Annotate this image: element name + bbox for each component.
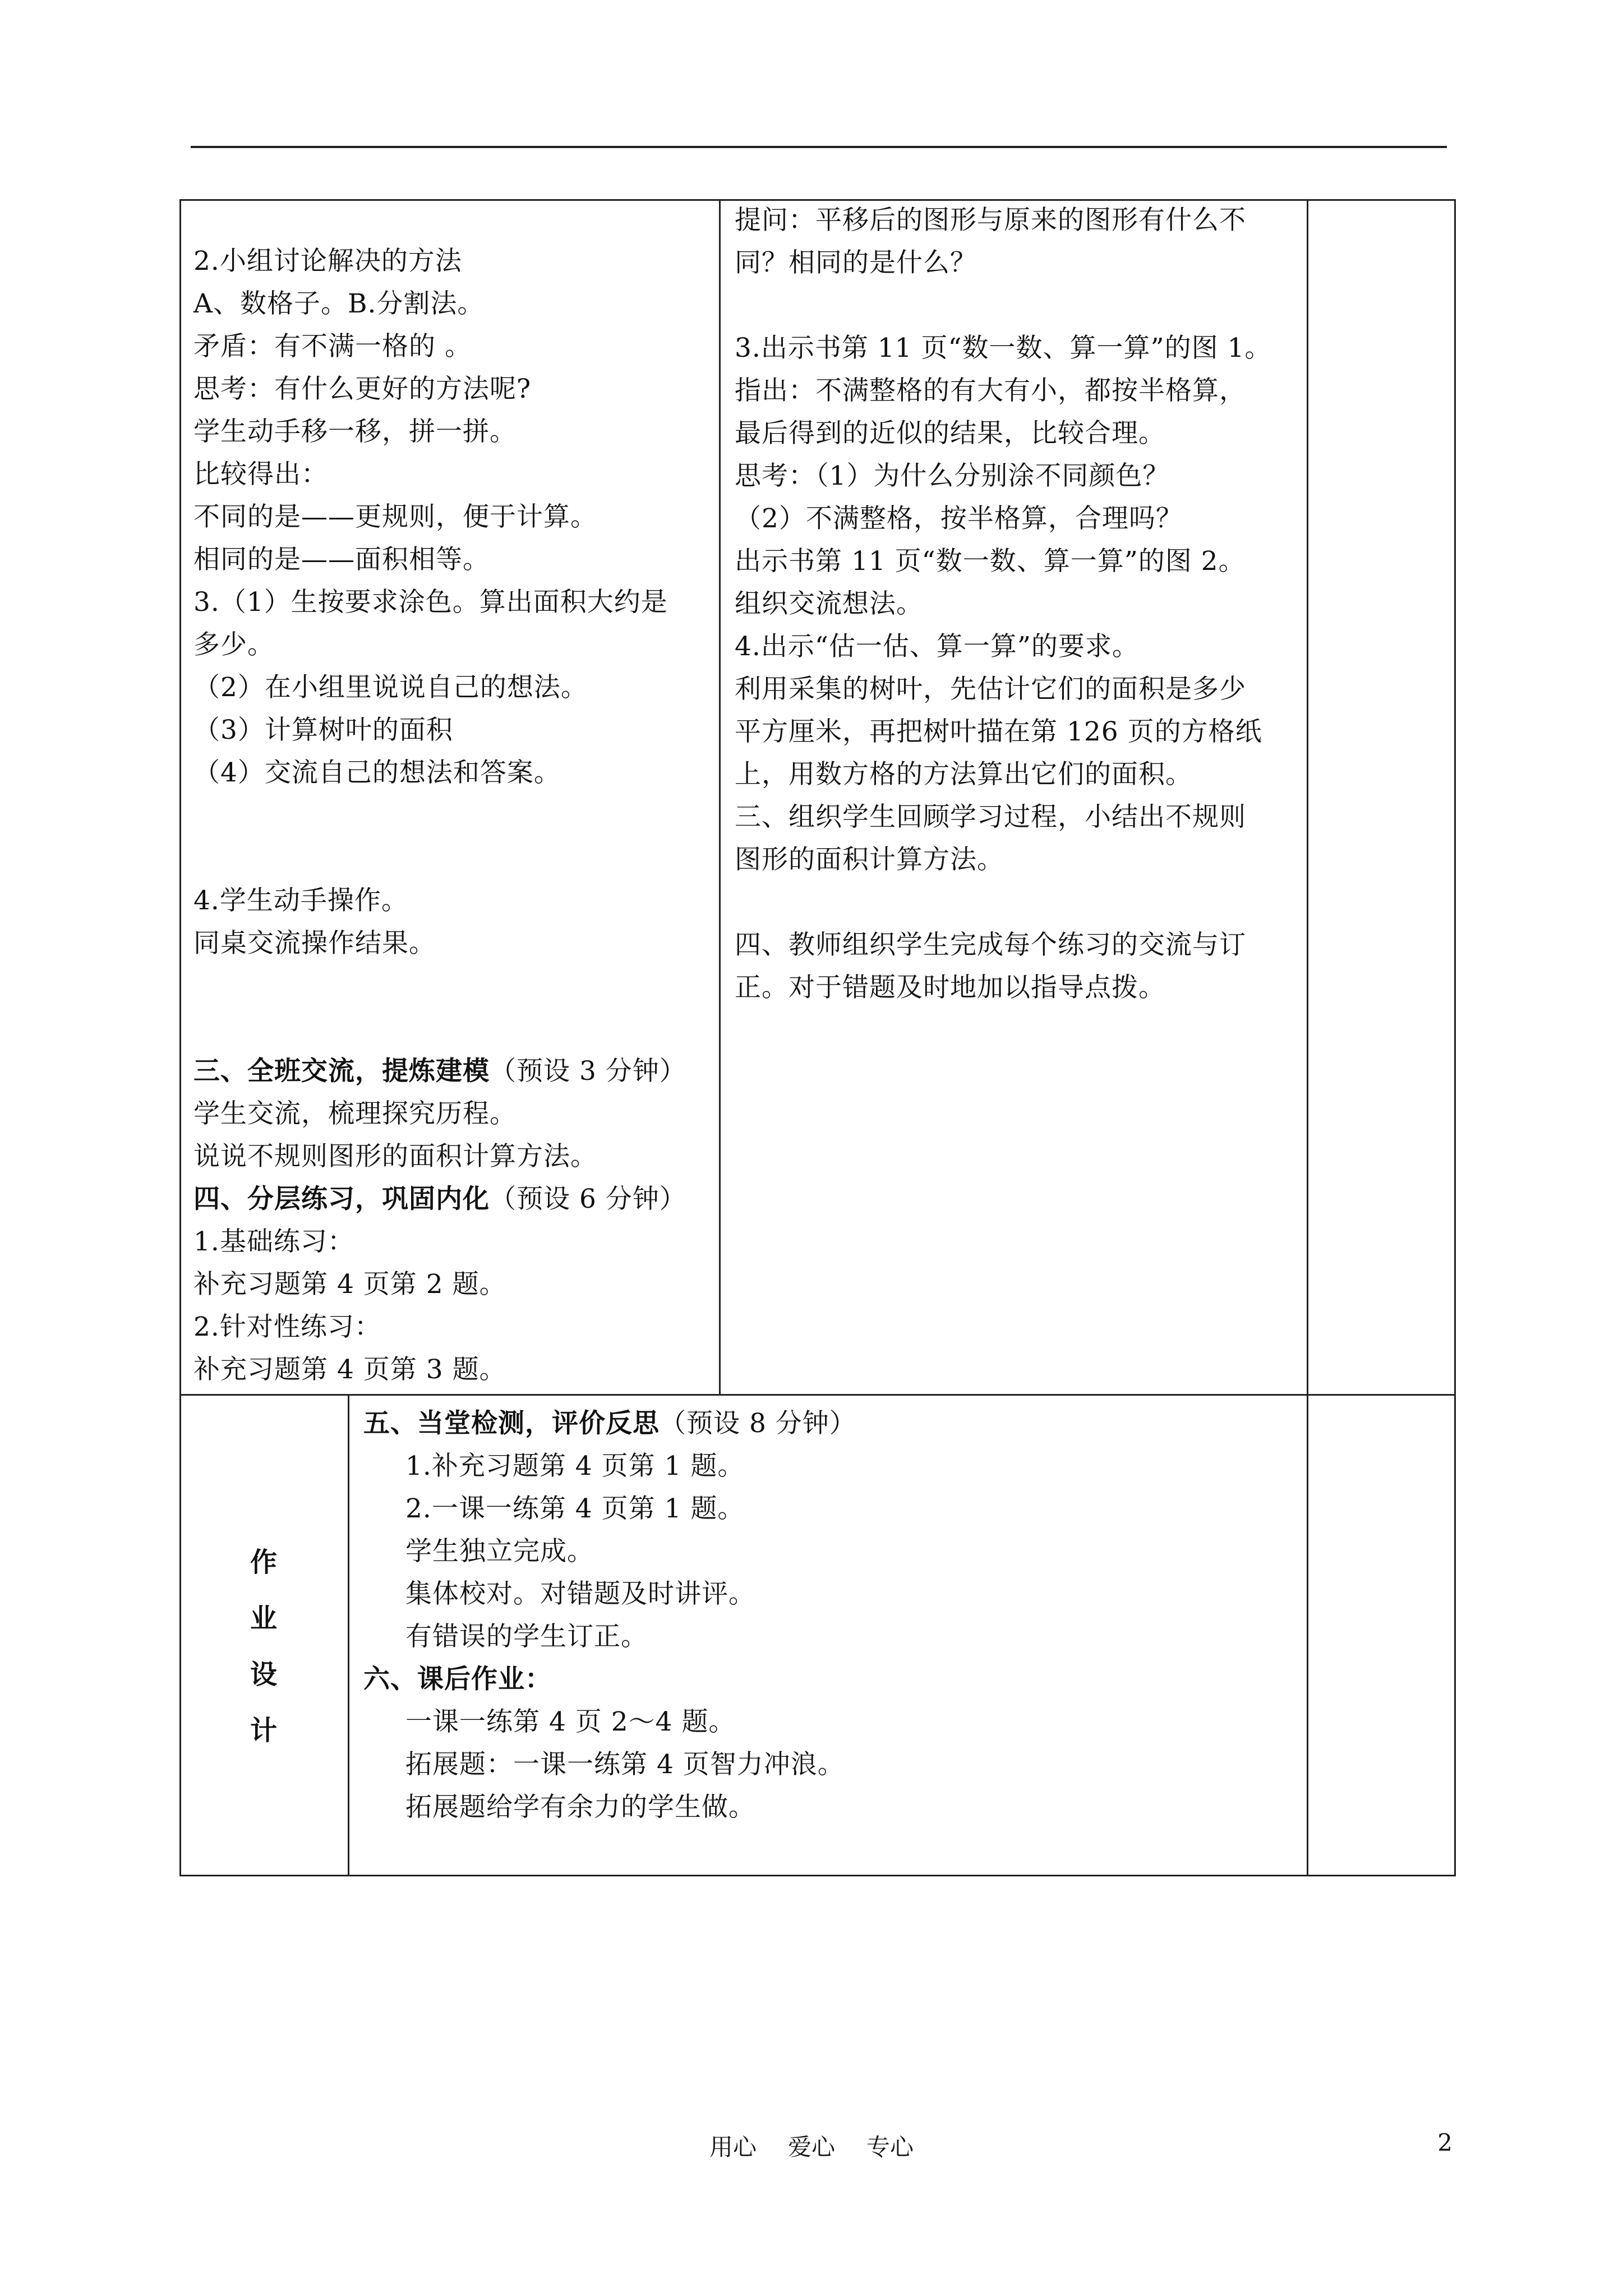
text-line: 2.一课一练第 4 页第 1 题。 — [405, 1493, 745, 1524]
table-row-divider — [179, 1394, 1456, 1396]
text-line: 指出：不满整格的有大有小，都按半格算， — [735, 375, 1246, 406]
text-line: 同？相同的是什么？ — [735, 247, 977, 278]
section-heading — [363, 1402, 1289, 1445]
text-line: 3.出示书第 11 页“数一数、算一算”的图 1。 — [735, 333, 1272, 364]
footer-text-c: 专心 — [866, 2133, 914, 2161]
page-number: 2 — [1437, 2129, 1453, 2156]
text-line: 2.针对性练习： — [193, 1312, 381, 1342]
section3-note: （预设 3 分钟） — [490, 1056, 686, 1087]
table-divider-left — [719, 199, 721, 1394]
text-line: 三、组织学生回顾学习过程，小结出不规则 — [735, 802, 1246, 832]
text-line: 4.学生动手操作。 — [193, 885, 408, 916]
text-line: 同桌交流操作结果。 — [193, 928, 436, 959]
label-char: 设 — [250, 1659, 277, 1690]
label-char: 作 — [250, 1547, 277, 1578]
student-activity-column — [193, 240, 715, 1391]
text-line: 学生动手移一移，拼一拼。 — [193, 416, 517, 447]
homework-content — [363, 1402, 1289, 1829]
text-line: 1.基础练习： — [193, 1226, 354, 1257]
text-line: 2.小组讨论解决的方法 — [193, 246, 462, 277]
text-line: 集体校对。对错题及时讲评。 — [405, 1579, 755, 1609]
section-heading — [193, 1178, 715, 1221]
text-line: 提问：平移后的图形与原来的图形有什么不 — [735, 205, 1246, 236]
label-char: 计 — [250, 1715, 277, 1746]
text-line: 说说不规则图形的面积计算方法。 — [193, 1141, 597, 1172]
text-line: A、数格子。B.分割法。 — [193, 288, 485, 319]
footer-text-b: 爱心 — [787, 2133, 835, 2161]
text-line: （2）在小组里说说自己的想法。 — [193, 672, 588, 703]
text-line: 比较得出： — [193, 459, 328, 490]
text-line: 学生交流，梳理探究历程。 — [193, 1098, 517, 1129]
text-line: 最后得到的近似的结果，比较合理。 — [735, 418, 1165, 449]
section3-title: 三、全班交流，提炼建模 — [193, 1056, 490, 1087]
label-char: 业 — [250, 1603, 277, 1634]
table-divider-right — [1307, 199, 1308, 1876]
text-line: 学生独立完成。 — [405, 1536, 594, 1567]
text-line: 拓展题：一课一练第 4 页智力冲浪。 — [405, 1749, 845, 1780]
page-footer — [0, 2129, 1623, 2162]
text-line: 图形的面积计算方法。 — [735, 844, 1004, 875]
text-line: 思考：有什么更好的方法呢? — [193, 374, 532, 404]
text-line: 1.补充习题第 4 页第 1 题。 — [405, 1451, 745, 1481]
section4-note: （预设 6 分钟） — [490, 1184, 686, 1214]
text-line: 思考：（1）为什么分别涂不同颜色？ — [735, 461, 1170, 491]
text-line: 一课一练第 4 页 2～4 题。 — [405, 1706, 736, 1737]
section-heading — [193, 1050, 715, 1093]
section5-title: 五、当堂检测，评价反思 — [363, 1408, 660, 1439]
text-line: 拓展题给学有余力的学生做。 — [405, 1792, 755, 1823]
text-line: 四、教师组织学生完成每个练习的交流与订 — [735, 930, 1246, 960]
text-line: 3.（1）生按要求涂色。算出面积大约是 — [193, 587, 668, 618]
homework-design-label — [179, 1534, 348, 1759]
text-line: 组织交流想法。 — [735, 588, 923, 619]
text-line: （4）交流自己的想法和答案。 — [193, 757, 561, 788]
footer-text-a: 用心 — [709, 2133, 757, 2161]
header-rule — [191, 146, 1447, 148]
section6-title: 六、课后作业： — [363, 1664, 552, 1695]
text-line: 不同的是——更规则，便于计算。 — [193, 501, 597, 532]
text-line: 补充习题第 4 页第 2 题。 — [193, 1269, 506, 1300]
text-line: （2）不满整格，按半格算，合理吗？ — [735, 503, 1183, 534]
text-line: 多少。 — [193, 629, 274, 660]
text-line: 4.出示“估一估、算一算”的要求。 — [735, 631, 1139, 662]
teacher-activity-column — [735, 199, 1301, 1009]
section4-title: 四、分层练习，巩固内化 — [193, 1184, 490, 1214]
text-line: 矛盾：有不满一格的 。 — [193, 331, 472, 362]
section5-note: （预设 8 分钟） — [660, 1408, 856, 1439]
text-line: 出示书第 11 页“数一数、算一算”的图 2。 — [735, 546, 1246, 577]
text-line: 平方厘米，再把树叶描在第 126 页的方格纸 — [735, 716, 1262, 747]
table-divider-label — [348, 1394, 349, 1876]
text-line: 上，用数方格的方法算出它们的面积。 — [735, 759, 1192, 790]
text-line: 有错误的学生订正。 — [405, 1621, 648, 1652]
text-line: （3）计算树叶的面积 — [193, 715, 453, 746]
text-line: 利用采集的树叶，先估计它们的面积是多少 — [735, 674, 1246, 705]
text-line: 补充习题第 4 页第 3 题。 — [193, 1354, 506, 1385]
text-line: 正。对于错题及时地加以指导点拨。 — [735, 972, 1165, 1003]
text-line: 相同的是——面积相等。 — [193, 544, 490, 575]
